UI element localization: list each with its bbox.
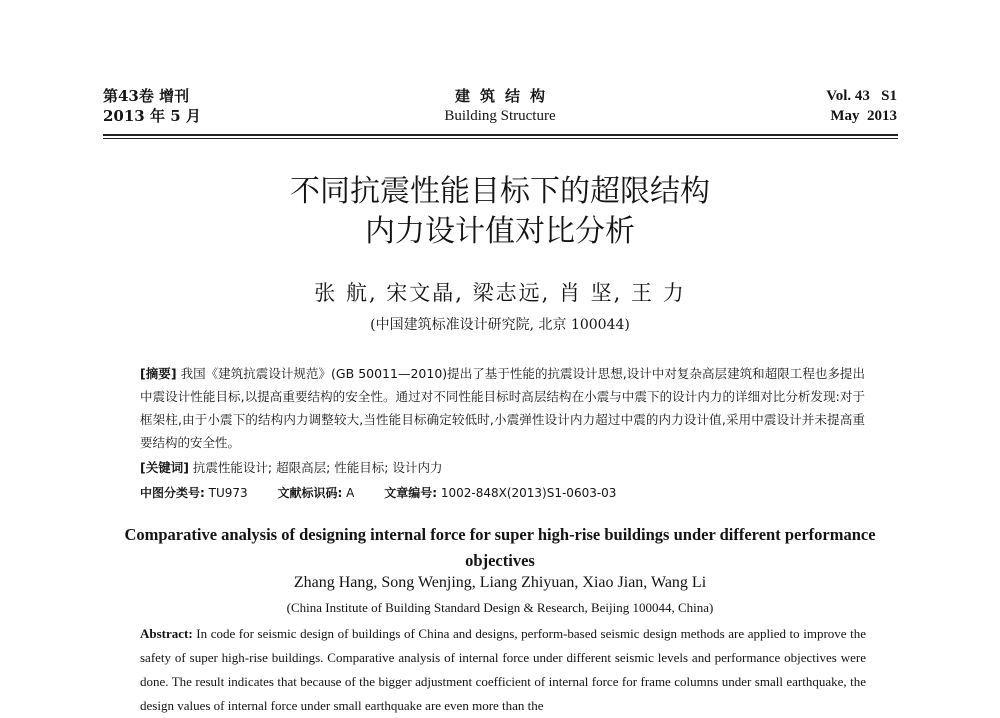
- header-rule-thick: [103, 134, 898, 136]
- affiliation-en: (China Institute of Building Standard Design & Research, Beijing 100044, China): [286, 600, 714, 615]
- keywords-cn: [140, 458, 442, 476]
- keywords-cn-text: 抗震性能设计; 超限高层; 性能目标; 设计内力: [192, 460, 443, 475]
- title-line-2: 内力设计值对比分析: [365, 214, 635, 249]
- abstract-en-text: In code for seismic design of buildings of China and designs, perform-based seismic design methods are applied to improve the safety of super high-rise buildings. Comparative analysis of internal force under different seismic levels and performance objectives were done. The result indicates that because of the bigger adjustment coefficient of internal force for frame columns under small earthquake, the design values of internal force under small earthquake are even more than the: [140, 626, 866, 713]
- classification-line: [140, 484, 642, 501]
- authors-en: Zhang Hang, Song Wenjing, Liang Zhiyuan, Xiao Jian, Wang Li: [293, 574, 707, 591]
- affiliation-cn: (中国建筑标准设计研究院, 北京 100044): [370, 317, 630, 333]
- header-rule-thin: [103, 138, 898, 139]
- abstract-en: [140, 622, 866, 718]
- abstract-cn: [140, 362, 865, 454]
- authors-cn: 张 航, 宋文晶, 梁志远, 肖 坚, 王 力: [314, 281, 686, 305]
- keywords-cn-label: [关键词]: [140, 460, 189, 475]
- volume-en: Vol. 43 S1: [826, 88, 897, 104]
- volume-header: [826, 86, 897, 126]
- article-no-label: 文章编号:: [384, 486, 437, 500]
- journal-name-cn: 建筑结构: [454, 87, 555, 105]
- paper-title-cn: [0, 172, 1000, 252]
- title-line-1: 不同抗震性能目标下的超限结构: [290, 174, 710, 209]
- date-cn: 2013 年 5 月: [103, 107, 201, 125]
- journal-name-header: [400, 86, 600, 126]
- journal-issue-header: [103, 86, 201, 126]
- abstract-en-label: Abstract:: [140, 626, 193, 641]
- clc-value: TU973: [208, 486, 248, 500]
- abstract-cn-label: [摘要]: [140, 366, 177, 381]
- clc-label: 中图分类号:: [140, 486, 205, 500]
- date-en: May 2013: [830, 108, 897, 124]
- doc-code-value: A: [346, 486, 355, 500]
- journal-name-en: Building Structure: [444, 108, 556, 124]
- journal-issue-cn: 第43卷 增刊: [103, 87, 190, 105]
- article-no-value: 1002-848X(2013)S1-0603-03: [440, 486, 617, 500]
- abstract-cn-text: 我国《建筑抗震设计规范》(GB 50011—2010)提出了基于性能的抗震设计思想,设计中对复杂高层建筑和超限工程也多提出中震设计性能目标,以提高重要结构的安全性。通过对不同性能目标时高层结构在小震与中震下的设计内力的详细对比分析发现:对于框架柱,由于小震下的结构内力调整较大,当性能目标确定较低时,小震弹性设计内力超过中震的内力设计值,采用中震设计并未提高重要结构的安全性。: [140, 366, 865, 450]
- doc-code-label: 文献标识码:: [277, 486, 343, 500]
- paper-title-en: Comparative analysis of designing internal force for super high-rise buildings under different performance objectives: [124, 525, 876, 570]
